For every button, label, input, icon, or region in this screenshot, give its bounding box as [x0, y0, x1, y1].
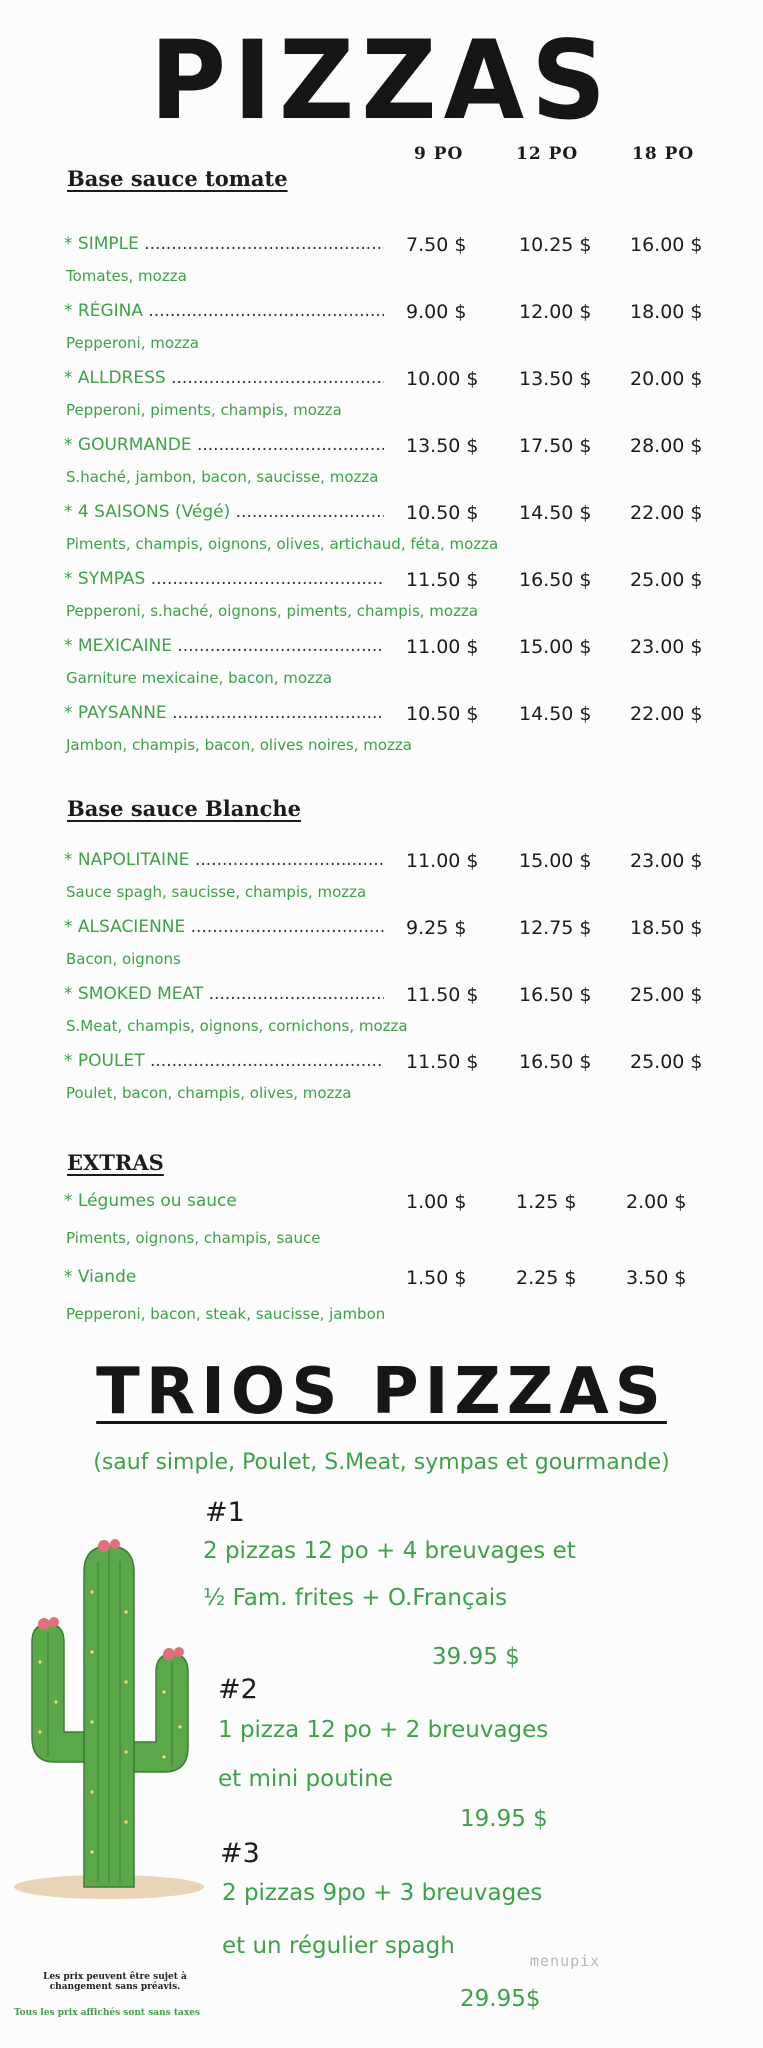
- item-description: Bacon, oignons: [66, 950, 181, 968]
- menu-item: [0, 703, 763, 769]
- menu-item: [0, 636, 763, 702]
- price-9po: 11.00 $: [406, 636, 479, 658]
- menu-item: [0, 917, 763, 983]
- price-12po: 16.50 $: [519, 1051, 592, 1073]
- trio-line: 1 pizza 12 po + 2 breuvages: [218, 1717, 549, 1743]
- price-9po: 10.50 $: [406, 703, 479, 725]
- price-18po: 23.00 $: [630, 636, 703, 658]
- price-18po: 20.00 $: [630, 368, 703, 390]
- cactus-illustration: [14, 1532, 204, 1902]
- price-change-note-line1: Les prix peuvent être sujet à: [43, 1972, 187, 1982]
- price-12po: 12.75 $: [519, 917, 592, 939]
- item-description: S.Meat, champis, oignons, cornichons, mozza: [66, 1017, 408, 1035]
- item-description: Poulet, bacon, champis, olives, mozza: [66, 1084, 352, 1102]
- section-title-extras: EXTRAS: [67, 1150, 164, 1175]
- price-9po: 13.50 $: [406, 435, 479, 457]
- price-12po: 2.25 $: [516, 1267, 577, 1289]
- item-description: Garniture mexicaine, bacon, mozza: [66, 669, 333, 687]
- price-9po: 1.50 $: [406, 1267, 467, 1289]
- item-description: Pepperoni, s.haché, oignons, piments, champis, mozza: [66, 602, 479, 620]
- price-18po: 16.00 $: [630, 234, 703, 256]
- price-9po: 11.00 $: [406, 850, 479, 872]
- trio-price: 29.95$: [460, 1986, 541, 2012]
- price-change-note: [30, 1972, 200, 1992]
- menu-item: [0, 502, 763, 568]
- price-12po: 13.50 $: [519, 368, 592, 390]
- item-name: * Légumes ou sauce: [64, 1191, 237, 1211]
- price-18po: 18.50 $: [630, 917, 703, 939]
- price-12po: 14.50 $: [519, 703, 592, 725]
- price-9po: 1.00 $: [406, 1191, 467, 1213]
- item-name: * NAPOLITAINE .....: [64, 850, 384, 870]
- trio-price: 39.95 $: [432, 1644, 520, 1670]
- menu-item: [0, 234, 763, 300]
- trios-subtitle: (sauf simple, Poulet, S.Meat, sympas et gourmande): [93, 1450, 670, 1475]
- price-9po: 11.50 $: [406, 984, 479, 1006]
- price-18po: 22.00 $: [630, 502, 703, 524]
- price-12po: 15.00 $: [519, 850, 592, 872]
- menu-item: [0, 569, 763, 635]
- page-title: PIZZAS: [149, 15, 614, 145]
- trio-number: #3: [220, 1838, 260, 1869]
- item-description: Tomates, mozza: [66, 267, 187, 285]
- price-9po: 11.50 $: [406, 569, 479, 591]
- price-18po: 2.00 $: [626, 1191, 687, 1213]
- price-9po: 9.25 $: [406, 917, 467, 939]
- price-12po: 15.00 $: [519, 636, 592, 658]
- price-18po: 25.00 $: [630, 1051, 703, 1073]
- item-name: * PAYSANNE .....: [64, 703, 384, 723]
- trios-title: TRIOS PIZZAS: [96, 1355, 667, 1429]
- price-9po: 10.50 $: [406, 502, 479, 524]
- item-name: * ALSACIENNE .....: [64, 917, 384, 937]
- column-header-12po: 12 PO: [516, 144, 579, 164]
- item-name: * SMOKED MEAT .....: [64, 984, 384, 1004]
- trio-line: ½ Fam. frites + O.Français: [203, 1585, 508, 1611]
- item-description: Sauce spagh, saucisse, champis, mozza: [66, 883, 367, 901]
- item-description: Pepperoni, piments, champis, mozza: [66, 401, 342, 419]
- item-description: Pepperoni, bacon, steak, saucisse, jambon: [66, 1305, 386, 1323]
- trio-price: 19.95 $: [460, 1806, 548, 1832]
- price-12po: 1.25 $: [516, 1191, 577, 1213]
- price-change-note-line2: changement sans préavis.: [49, 1982, 181, 1992]
- price-9po: 7.50 $: [406, 234, 467, 256]
- cactus-left-arm: [32, 1624, 84, 1762]
- section-title-tomate: Base sauce tomate: [67, 166, 288, 191]
- trio-line: et mini poutine: [218, 1766, 393, 1792]
- price-12po: 12.00 $: [519, 301, 592, 323]
- item-name: * SIMPLE .....: [64, 234, 384, 254]
- extra-item: [0, 1191, 763, 1267]
- menu-item: [0, 301, 763, 367]
- cactus-right-arm: [134, 1654, 188, 1772]
- price-9po: 9.00 $: [406, 301, 467, 323]
- item-name: * MEXICAINE .....: [64, 636, 384, 656]
- price-18po: 23.00 $: [630, 850, 703, 872]
- price-12po: 16.50 $: [519, 984, 592, 1006]
- item-name: * RÉGINA .....: [64, 301, 384, 321]
- item-description: Piments, oignons, champis, sauce: [66, 1229, 321, 1247]
- price-18po: 25.00 $: [630, 569, 703, 591]
- item-name: * POULET .....: [64, 1051, 384, 1071]
- trio-number: #2: [218, 1674, 258, 1705]
- watermark: menupix: [530, 1952, 601, 1970]
- price-12po: 10.25 $: [519, 234, 592, 256]
- trio-line: et un régulier spagh: [222, 1933, 455, 1959]
- section-title-blanche: Base sauce Blanche: [67, 796, 302, 821]
- price-12po: 17.50 $: [519, 435, 592, 457]
- item-name: * 4 SAISONS (Végé) .....: [64, 502, 384, 522]
- item-name: * SYMPAS .....: [64, 569, 384, 589]
- price-12po: 16.50 $: [519, 569, 592, 591]
- trio-line: 2 pizzas 9po + 3 breuvages: [222, 1880, 543, 1906]
- price-18po: 18.00 $: [630, 301, 703, 323]
- menu-item: [0, 368, 763, 434]
- price-9po: 11.50 $: [406, 1051, 479, 1073]
- price-12po: 14.50 $: [519, 502, 592, 524]
- menu-item: [0, 984, 763, 1050]
- trio-line: 2 pizzas 12 po + 4 breuvages et: [203, 1538, 576, 1564]
- taxes-note: Tous les prix affichés sont sans taxes: [14, 2008, 200, 2018]
- column-header-18po: 18 PO: [632, 144, 695, 164]
- menu-item: [0, 850, 763, 916]
- price-9po: 10.00 $: [406, 368, 479, 390]
- item-name: * ALLDRESS .....: [64, 368, 384, 388]
- menu-item: [0, 435, 763, 501]
- price-18po: 28.00 $: [630, 435, 703, 457]
- column-header-9po: 9 PO: [414, 144, 464, 164]
- item-description: S.haché, jambon, bacon, saucisse, mozza: [66, 468, 379, 486]
- item-description: Jambon, champis, bacon, olives noires, mozza: [66, 736, 412, 754]
- item-name: * Viande: [64, 1267, 137, 1287]
- price-18po: 22.00 $: [630, 703, 703, 725]
- extra-item: [0, 1267, 763, 1343]
- price-18po: 25.00 $: [630, 984, 703, 1006]
- item-description: Piments, champis, oignons, olives, artichaud, féta, mozza: [66, 535, 499, 553]
- trio-number: #1: [205, 1497, 245, 1528]
- price-18po: 3.50 $: [626, 1267, 687, 1289]
- item-description: Pepperoni, mozza: [66, 334, 199, 352]
- item-name: * GOURMANDE .....: [64, 435, 384, 455]
- menu-item: [0, 1051, 763, 1117]
